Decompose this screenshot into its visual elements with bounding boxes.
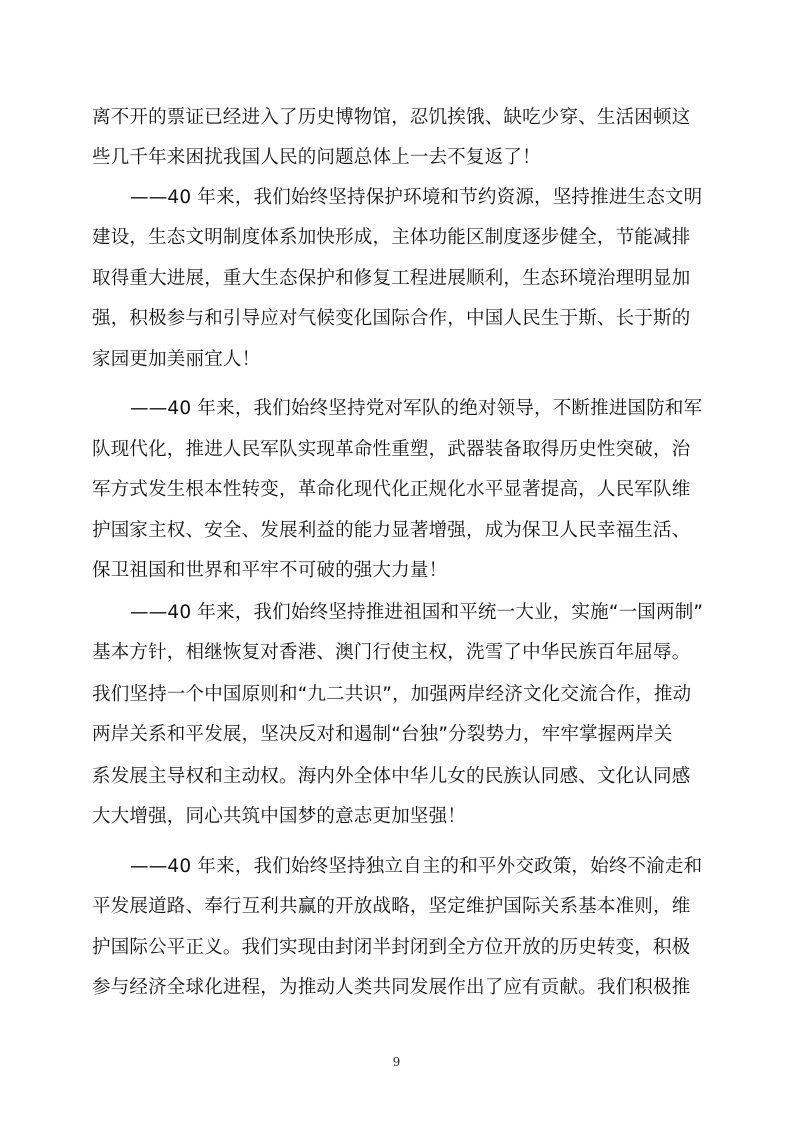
text-line: 大大增强，同心共筑中国梦的意志更加坚强！: [92, 806, 467, 827]
text-line: ——40 年来，我们始终坚持独立自主的和平外交政策，始终不渝走和: [130, 856, 703, 877]
text-line: 强，积极参与和引导应对气候变化国际合作，中国人民生于斯、长于斯的: [92, 308, 691, 329]
text-line: 军方式发生根本性转变，革命化现代化正规化水平显著提高，人民军队维: [92, 479, 691, 500]
text-line: 队现代化，推进人民军队实现革命性重塑，武器装备取得历史性突破，治: [92, 439, 691, 460]
text-line: 离不开的票证已经进入了历史博物馆，忍饥挨饿、缺吃少穿、生活困顿这: [92, 107, 691, 128]
text-line: 建设，生态文明制度体系加快形成，主体功能区制度逐步健全，节能减排: [92, 227, 691, 248]
text-line: ——40 年来，我们始终坚持推进祖国和平统一大业，实施“一国两制”: [130, 602, 704, 623]
text-line: 取得重大进展，重大生态保护和修复工程进展顺利，生态环境治理明显加: [92, 268, 691, 289]
text-line: ——40 年来，我们始终坚持党对军队的绝对领导，不断推进国防和军: [130, 398, 703, 419]
text-line: 保卫祖国和世界和平牢不可破的强大力量！: [92, 560, 448, 581]
text-line: 家园更加美丽宜人！: [92, 349, 261, 370]
text-line: 些几千年来困扰我国人民的问题总体上一去不复返了！: [92, 147, 541, 168]
text-line: 参与经济全球化进程，为推动人类共同发展作出了应有贡献。我们积极推: [92, 977, 691, 998]
text-line: 我们坚持一个中国原则和“九二共识”，加强两岸经济文化交流合作，推动: [92, 684, 692, 705]
text-line: 两岸关系和平发展，坚决反对和遏制“台独”分裂势力，牢牢掌握两岸关: [92, 724, 673, 745]
text-line: 平发展道路、奉行互利共赢的开放战略，坚定维护国际关系基本准则，维: [92, 896, 691, 917]
page-number: 9: [392, 1055, 401, 1069]
text-line: 护国家主权、安全、发展利益的能力显著增强，成为保卫人民幸福生活、: [92, 520, 691, 541]
text-line: 基本方针，相继恢复对香港、澳门行使主权，洗雪了中华民族百年屈辱。: [92, 642, 691, 663]
text-line: 护国际公平正义。我们实现由封闭半封闭到全方位开放的历史转变，积极: [92, 937, 691, 958]
text-line: ——40 年来，我们始终坚持保护环境和节约资源，坚持推进生态文明: [130, 187, 703, 208]
text-line: 系发展主导权和主动权。海内外全体中华儿女的民族认同感、文化认同感: [92, 766, 691, 787]
